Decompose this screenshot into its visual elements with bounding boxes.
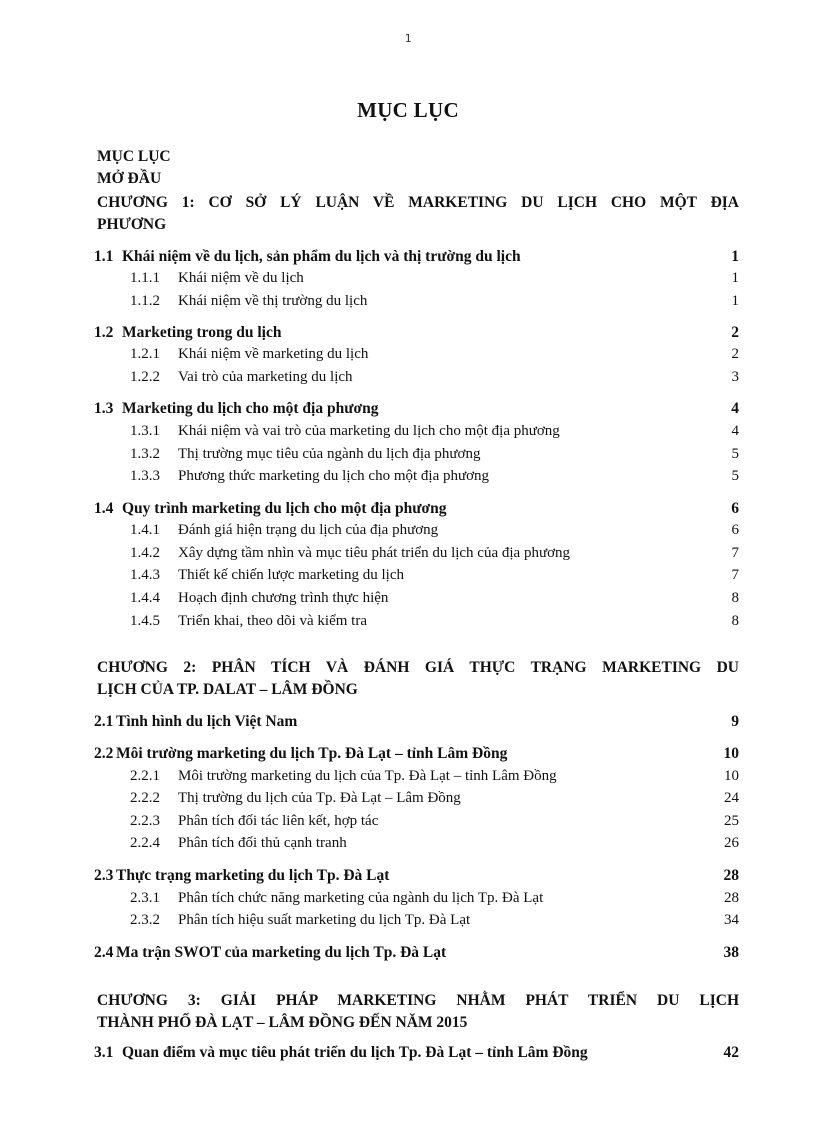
subsection-page: 5 <box>731 468 739 484</box>
section-title: Quy trình marketing du lịch cho một địa phương <box>122 500 447 517</box>
section-title: Quan điểm và mục tiêu phát triển du lịch Tp. Đà Lạt – tỉnh Lâm Đồng <box>122 1044 588 1061</box>
section-title: Khái niệm về du lịch, sản phẩm du lịch và thị trường du lịch <box>122 248 521 265</box>
subsection-number: 1.4.1 <box>130 522 160 538</box>
toc-subsection-1-2-2 <box>130 369 739 390</box>
toc-chapter-3 <box>97 990 739 1034</box>
subsection-title: Thị trường du lịch của Tp. Đà Lạt – Lâm Đồng <box>178 790 461 806</box>
subsection-title: Khái niệm về du lịch <box>178 270 304 286</box>
toc-chapter-2 <box>97 657 739 701</box>
section-title: Ma trận SWOT của marketing du lịch Tp. Đà Lạt <box>116 944 447 961</box>
subsection-number: 2.2.4 <box>130 835 160 851</box>
subsection-title: Phân tích đối tác liên kết, hợp tác <box>178 813 379 829</box>
toc-subsection-1-2-1 <box>130 346 739 367</box>
toc-subsection-1-3-3 <box>130 468 739 489</box>
section-page: 4 <box>731 400 739 417</box>
subsection-title: Hoạch định chương trình thực hiện <box>178 590 389 606</box>
subsection-title: Môi trường marketing du lịch của Tp. Đà Lạt – tỉnh Lâm Đồng <box>178 768 557 784</box>
subsection-title: Phương thức marketing du lịch cho một địa phương <box>178 468 490 484</box>
section-title: Marketing du lịch cho một địa phương <box>122 400 379 417</box>
subsection-title: Khái niệm về marketing du lịch <box>178 346 369 362</box>
section-page: 42 <box>723 1044 739 1061</box>
subsection-number: 1.2.2 <box>130 369 160 385</box>
subsection-title: Khái niệm về thị trường du lịch <box>178 293 368 309</box>
toc-section-1-4 <box>94 500 739 521</box>
subsection-number: 1.4.2 <box>130 545 160 561</box>
toc-section-1-3 <box>94 400 739 421</box>
subsection-number: 1.4.3 <box>130 567 160 583</box>
section-page: 38 <box>723 944 739 961</box>
chapter-title-line: LỊCH CỦA TP. DALAT – LÂM ĐỒNG <box>97 681 358 698</box>
subsection-number: 1.3.1 <box>130 423 160 439</box>
subsection-page: 6 <box>731 522 739 538</box>
toc-subsection-1-3-2 <box>130 446 739 467</box>
toc-section-1-2 <box>94 324 739 345</box>
section-number: 1.3 <box>94 400 114 417</box>
toc-subsection-1-4-3 <box>130 567 739 588</box>
subsection-page: 34 <box>724 912 739 928</box>
subsection-page: 7 <box>731 567 739 583</box>
section-title: Môi trường marketing du lịch Tp. Đà Lạt – tỉnh Lâm Đồng <box>116 745 508 762</box>
chapter-title-line: CHƯƠNG 3: GIẢI PHÁP MARKETING NHẰM PHÁT TRIỂN DU LỊCH <box>97 992 739 1009</box>
subsection-page: 25 <box>724 813 739 829</box>
subsection-number: 2.2.3 <box>130 813 160 829</box>
subsection-page: 8 <box>731 590 739 606</box>
section-number: 1.4 <box>94 500 114 517</box>
subsection-title: Thiết kế chiến lược marketing du lịch <box>178 567 404 583</box>
section-page: 6 <box>731 500 739 517</box>
subsection-title: Triển khai, theo dõi và kiểm tra <box>178 613 367 629</box>
subsection-page: 24 <box>724 790 739 806</box>
subsection-page: 5 <box>731 446 739 462</box>
subsection-page: 1 <box>731 293 739 309</box>
chapter-title-line: CHƯƠNG 1: CƠ SỞ LÝ LUẬN VỀ MARKETING DU LỊCH CHO MỘT ĐỊA <box>97 194 739 211</box>
subsection-number: 2.3.2 <box>130 912 160 928</box>
toc-front-muc-luc: MỤC LỤC <box>97 148 171 165</box>
subsection-page: 2 <box>731 346 739 362</box>
toc-subsection-1-3-1 <box>130 423 739 444</box>
subsection-title: Phân tích chức năng marketing của ngành du lịch Tp. Đà Lạt <box>178 890 544 906</box>
subsection-page: 3 <box>731 369 739 385</box>
chapter-title-line: THÀNH PHỐ ĐÀ LẠT – LÂM ĐỒNG ĐẾN NĂM 2015 <box>97 1014 468 1031</box>
subsection-page: 28 <box>724 890 739 906</box>
toc-subsection-1-4-4 <box>130 590 739 611</box>
section-number: 2.3 <box>94 867 114 884</box>
toc-subsection-2-2-2 <box>130 790 739 811</box>
section-page: 9 <box>731 713 739 730</box>
section-number: 1.1 <box>94 248 114 265</box>
section-title: Tình hình du lịch Việt Nam <box>116 713 298 730</box>
toc-subsection-2-2-3 <box>130 813 739 834</box>
subsection-title: Thị trường mục tiêu của ngành du lịch địa phương <box>178 446 481 462</box>
toc-section-3-1 <box>94 1044 739 1065</box>
chapter-title-line: PHƯƠNG <box>97 216 167 233</box>
subsection-page: 1 <box>731 270 739 286</box>
toc-section-2-1 <box>94 713 739 734</box>
subsection-page: 26 <box>724 835 739 851</box>
toc-subsection-2-3-2 <box>130 912 739 933</box>
section-number: 1.2 <box>94 324 114 341</box>
subsection-title: Vai trò của marketing du lịch <box>178 369 353 385</box>
section-page: 28 <box>723 867 739 884</box>
toc-subsection-1-4-5 <box>130 613 739 634</box>
subsection-title: Xây dựng tầm nhìn và mục tiêu phát triển du lịch của địa phương <box>178 545 571 561</box>
subsection-title: Phân tích đối thủ cạnh tranh <box>178 835 347 851</box>
subsection-number: 1.4.5 <box>130 613 160 629</box>
toc-section-2-4 <box>94 944 739 965</box>
subsection-number: 2.3.1 <box>130 890 160 906</box>
section-number: 2.4 <box>94 944 114 961</box>
toc-subsection-1-4-1 <box>130 522 739 543</box>
subsection-page: 8 <box>731 613 739 629</box>
subsection-title: Khái niệm và vai trò của marketing du lịch cho một địa phương <box>178 423 560 439</box>
section-page: 1 <box>731 248 739 265</box>
subsection-number: 2.2.2 <box>130 790 160 806</box>
subsection-page: 7 <box>731 545 739 561</box>
section-page: 10 <box>723 745 739 762</box>
toc-front-mo-dau: MỞ ĐẦU <box>97 170 162 187</box>
toc-subsection-1-4-2 <box>130 545 739 566</box>
chapter-title-line: CHƯƠNG 2: PHÂN TÍCH VÀ ĐÁNH GIÁ THỰC TRẠNG MARKETING DU <box>97 659 739 676</box>
subsection-title: Phân tích hiệu suất marketing du lịch Tp. Đà Lạt <box>178 912 471 928</box>
page-title: MỤC LỤC <box>357 98 459 122</box>
subsection-number: 1.1.1 <box>130 270 160 286</box>
toc-chapter-1 <box>97 192 739 236</box>
subsection-number: 1.3.3 <box>130 468 160 484</box>
subsection-page: 10 <box>724 768 739 784</box>
subsection-page: 4 <box>731 423 739 439</box>
section-number: 2.2 <box>94 745 114 762</box>
toc-subsection-1-1-1 <box>130 270 739 291</box>
section-title: Marketing trong du lịch <box>122 324 282 341</box>
subsection-title: Đánh giá hiện trạng du lịch của địa phương <box>178 522 439 538</box>
subsection-number: 1.1.2 <box>130 293 160 309</box>
section-page: 2 <box>731 324 739 341</box>
toc-subsection-2-2-1 <box>130 768 739 789</box>
subsection-number: 1.3.2 <box>130 446 160 462</box>
section-number: 2.1 <box>94 713 114 730</box>
subsection-number: 2.2.1 <box>130 768 160 784</box>
toc-section-1-1 <box>94 248 739 269</box>
toc-subsection-2-2-4 <box>130 835 739 856</box>
toc-section-2-2 <box>94 745 739 766</box>
subsection-number: 1.2.1 <box>130 346 160 362</box>
toc-subsection-1-1-2 <box>130 293 739 314</box>
toc-section-2-3 <box>94 867 739 888</box>
subsection-number: 1.4.4 <box>130 590 160 606</box>
toc-subsection-2-3-1 <box>130 890 739 911</box>
section-number: 3.1 <box>94 1044 114 1061</box>
section-title: Thực trạng marketing du lịch Tp. Đà Lạt <box>116 867 390 884</box>
page-number: 1 <box>404 32 412 45</box>
